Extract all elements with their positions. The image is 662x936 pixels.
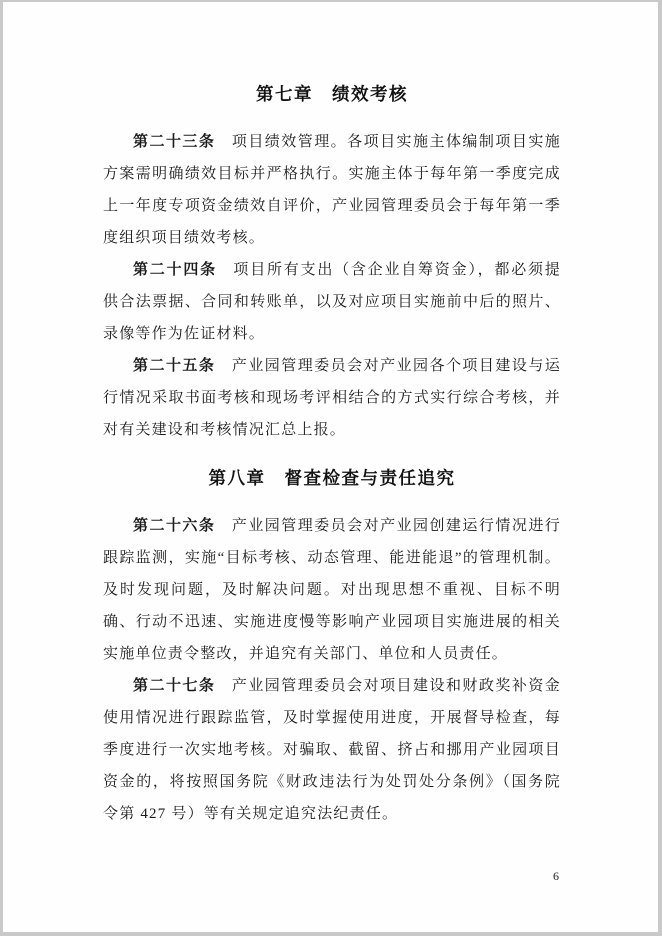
article-26-paragraph xyxy=(103,510,561,670)
article-23-paragraph xyxy=(103,126,561,254)
article-23-text: 项目绩效管理。各项目实施主体编制项目实施方案需明确绩效目标并严格执行。实施主体于每年第一季度完成上一年度专项资金绩效自评价，产业园管理委员会于每年第一季度组织项目绩效考核。 xyxy=(103,134,561,246)
article-25-number: 第二十五条 xyxy=(133,358,216,374)
article-25-paragraph xyxy=(103,350,561,446)
article-26-text: 产业园管理委员会对产业园创建运行情况进行跟踪监测，实施“目标考核、动态管理、能进能退”的管理机制。及时发现问题，及时解决问题。对出现思想不重视、目标不明确、行动不迅速、实施进度慢等影响产业园项目实施进展的相关实施单位责令整改，并追究有关部门、单位和人员责任。 xyxy=(103,518,561,662)
article-27-number: 第二十七条 xyxy=(133,678,216,694)
article-24-number: 第二十四条 xyxy=(133,262,217,278)
article-25-text: 产业园管理委员会对产业园各个项目建设与运行情况采取书面考核和现场考评相结合的方式实行综合考核，并对有关建设和考核情况汇总上报。 xyxy=(103,358,561,438)
article-27-text: 产业园管理委员会对项目建设和财政奖补资金使用情况进行跟踪监管，及时掌握使用进度，开展督导检查，每季度进行一次实地考核。对骗取、截留、挤占和挪用产业园项目资金的，将按照国务院《财政违法行为处罚处分条例》（国务院令第 427 号）等有关规定追究法纪责任。 xyxy=(103,678,561,822)
article-23-number: 第二十三条 xyxy=(133,134,216,150)
document-page xyxy=(3,2,658,932)
chapter-8-heading: 第八章 督查检查与责任追究 xyxy=(208,468,456,488)
article-27-paragraph xyxy=(103,670,561,830)
chapter-7-heading: 第七章 绩效考核 xyxy=(256,84,408,104)
article-24-text: 项目所有支出（含企业自筹资金），都必须提供合法票据、合同和转账单，以及对应项目实施前中后的照片、录像等作为佐证材料。 xyxy=(103,262,561,342)
page-number: 6 xyxy=(553,869,559,883)
article-26-number: 第二十六条 xyxy=(133,518,216,534)
article-24-paragraph xyxy=(103,254,561,350)
